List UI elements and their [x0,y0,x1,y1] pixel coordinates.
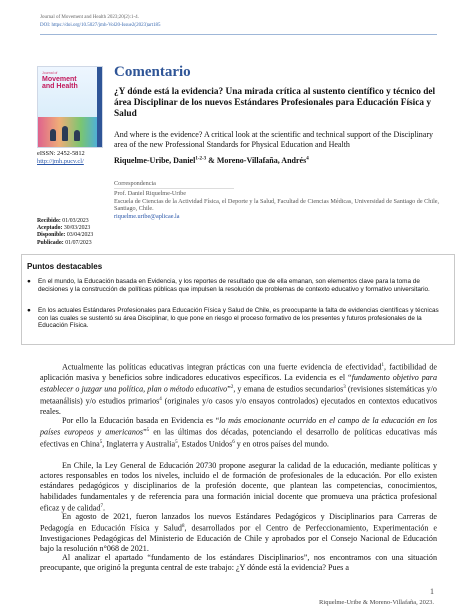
eissn: eISSN: 2452-5812 [37,150,85,157]
date-row: Disponible: 03/04/2023 [37,232,94,239]
cover-band [38,117,102,147]
correspondence-rule [114,188,234,189]
cover-figure [62,126,68,141]
article-type: Comentario [114,64,191,80]
highlights-title: Puntos destacables [27,262,103,271]
date-row: Publicado: 01/07/2023 [37,239,92,246]
journal-url-wrap [37,158,84,166]
running-footer: Riquelme-Uribe & Moreno-Villafaña, 2023. [319,599,434,606]
date-row: Recibido: 01/03/2023 [37,218,89,224]
body-paragraph: En agosto de 2021, fueron lanzados los nuevos Estándares Pedagógicos y Disciplinarios para Carreras de Pedagogía en Educación Física y Salud$^8$, desarrollados por el Centro de Perfeccionamiento, Experimentación e Investigaciones Pedagógicas del Ministerio de Educación de Chile y aprobados por el Consejo Nacional de Educación bajo la resolución n°068 de 2021. [40,512,437,554]
cover-stripe [97,67,102,147]
date-row: Aceptado: 30/03/2023 [37,225,91,232]
correspondence-label: Correspondencia [114,180,156,187]
page-number: 1 [430,587,434,596]
title-spanish: ¿Y dónde está la evidencia? Una mirada crítica al sustento científico y técnico del área Disciplinar de los nuevos Estándares Profesionales para Educación Física y Salud [114,87,436,120]
body-paragraph: En Chile, la Ley General de Educación 20730 propone asegurar la calidad de la educación, mediante políticas y actores responsables en todos los niveles, incluido el de formación de profesionales de la educación. Por ello existen estándares pedagógicos y disciplinarios de la profesión docente, que plantean las competencias, conocimientos, habilidades fundamentales y de referencia para una formación inicial docente que promueva una práctica profesional eficaz y de calidad$^7$. [40,461,437,513]
correspondence-email[interactable]: riquelme.uribe@aplicae.la [114,212,180,220]
bullet-icon: ● [27,278,31,285]
title-english: And where is the evidence? A critical look at the scientific and technical support of the Disciplinary area of the new Professional Standards for Physical Education and Health [114,130,434,149]
article-dates [37,218,93,247]
journal-header [40,14,161,30]
header-rule [40,34,437,35]
journal-cover-image [37,66,103,148]
author-name: Riquelme-Uribe, Daniel [114,156,196,165]
body-paragraph: Actualmente las políticas educativas integran prácticas con una fuerte evidencia de efectividad$^1$, factibilidad de aplicación masiva y beneficios sobre indicadores educativos específicos. La evidencia es el “fundamento objetivo para establecer o juzgar una política, plan o método educativo”$^2$, y emana de estudios secundarios$^3$ (revisiones sistemáticas y/o metaanálisis) y/o estudios primarios$^4$ (originales y/o casos y/o ensayos controlados) ejecutados en contextos educativos reales. [40,362,437,416]
correspondence [114,180,440,220]
body-paragraph: Al analizar el apartado “fundamento de los estándares Disciplinarios”, nos encontramos con una situación preocupante, que originó la pregunta central de este trabajo: ¿Y dónde está la evidencia? Pues a [40,553,437,573]
body-paragraph: Por ello la Educación basada en Evidencia es “lo más emocionante ocurrido en el campo de la educación en los países europeos y americanos”$^5$ en las últimas dos décadas, potenciando el desarrollo de políticas educativas más efectivas en China$^5$, Inglaterra y Australia$^5$, Estados Unidos$^6$ y en otros países del mundo. [40,416,437,449]
journal-url[interactable]: http://jmh.pucv.cl/ [37,158,84,165]
correspondence-name: Prof. Daniel Riquelme-Uribe [114,190,186,198]
cover-figure [74,130,80,141]
authors: Riquelme-Uribe, Daniel$^{1-2-3}$ & Moreno-Villafaña, Andrés$^4$ [114,156,309,165]
cover-figure [50,129,56,141]
highlight-item: ● En los actuales Estándares Profesionales para Educación Física y Salud de Chile, es preocupante la falta de evidencias científicas y técnicas con las cuales se sustentó su área Disciplinar, lo que pone en riesgo el proceso formativo de los presentes y futuros profesionales de la Educación Física. [27,307,439,330]
cover-big-title: Movement and Health [42,76,78,90]
journal-citation: Journal of Movement and Health 2023;20(2):1-4. [40,15,139,20]
author-name: Moreno-Villafaña, Andrés [216,156,307,165]
cover-small-title: Journal of [42,71,58,75]
doi-link[interactable]: DOI: https://doi.org/10.5027/jmh-Vol20-Issue2(2023)art185 [40,23,161,28]
bullet-icon: ● [27,307,31,314]
highlight-item: ● En el mundo, la Educación basada en Evidencia, y los reportes de resultado que de ella emanan, son elementos clave para la toma de decisiones y la construcción de políticas públicas que impulsen la resolución de problemas de contexto educativo y formativo universitario. [27,278,430,293]
correspondence-affiliation: Escuela de Ciencias de la Actividad Física, el Deporte y la Salud, Facultad de Ciencias Médicas, Universidad de Santiago de Chile, Santiago, Chile. [114,197,440,213]
